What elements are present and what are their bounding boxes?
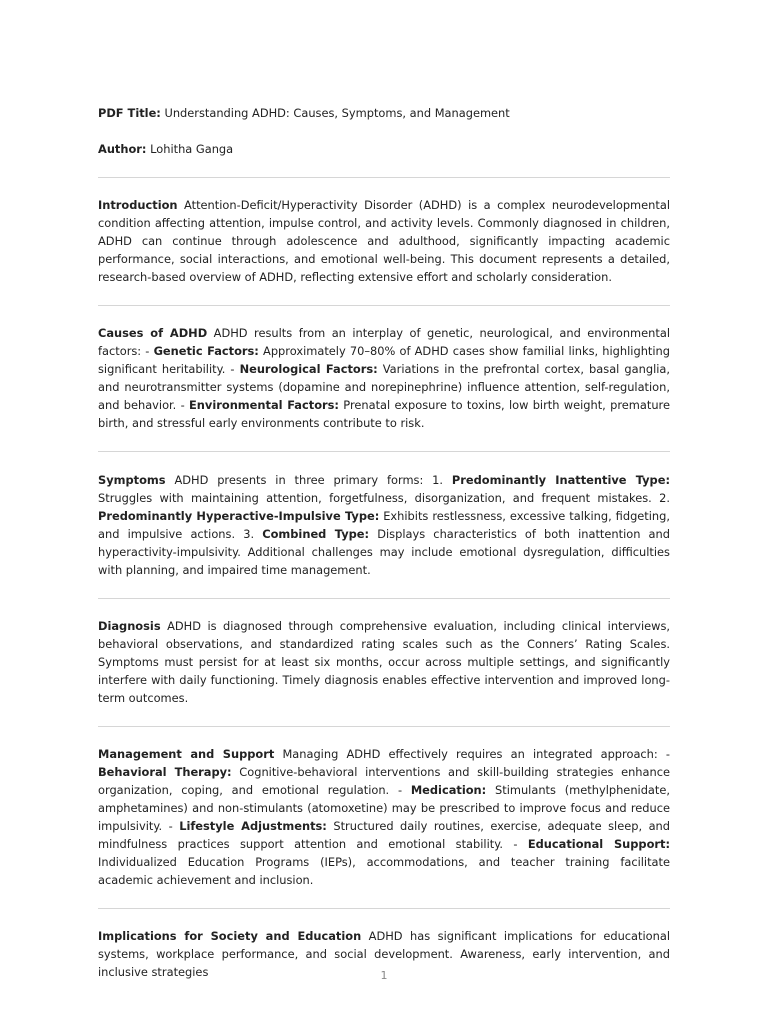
inattentive-type-label: Predominantly Inattentive Type: [451, 473, 670, 487]
introduction-section [98, 178, 670, 305]
pdf-title-value: Understanding ADHD: Causes, Symptoms, and Management [160, 106, 510, 120]
page-number: 1 [380, 969, 388, 982]
management-section [98, 727, 670, 908]
diagnosis-heading: Diagnosis [98, 619, 161, 633]
causes-heading: Causes of ADHD [98, 326, 208, 340]
educational-support-label: Educational Support: [527, 837, 671, 851]
diagnosis-text: ADHD is diagnosed through comprehensive evaluation, including clinical interviews, behavioral observations, and standardized rating scales such as the Conners’ Rating Scales. Symptoms must persist for at least six months, occur across multiple settings, and significantly interfere with daily functioning. Timely diagnosis enables effective intervention and improved long-term outcomes. [98, 619, 670, 705]
medication-label: Medication: [410, 783, 487, 797]
symptoms-section [98, 452, 670, 598]
environmental-factors-text: Prenatal exposure to toxins, low birth weight, premature birth, and stressful early environments contribute to risk. [98, 398, 670, 430]
diagnosis-section [98, 599, 670, 726]
neurological-factors-label: Neurological Factors: [239, 362, 378, 376]
inattentive-type-text: Struggles with maintaining attention, forgetfulness, disorganization, and frequent mistakes. 2. [98, 491, 670, 505]
pdf-title-label: PDF Title: [98, 106, 161, 120]
author-label: Author: [98, 142, 147, 156]
management-heading: Management and Support [98, 747, 275, 761]
neurological-factors-text: Variations in the prefrontal cortex, basal ganglia, and neurotransmitter systems (dopamine and norepinephrine) influence attention, self-regulation, and behavior. - [98, 362, 670, 412]
behavioral-therapy-label: Behavioral Therapy: [98, 765, 232, 779]
pdf-title-line [98, 104, 670, 122]
symptoms-intro: ADHD presents in three primary forms: 1. [165, 473, 452, 487]
causes-section [98, 306, 670, 451]
genetic-factors-label: Genetic Factors: [153, 344, 259, 358]
lifestyle-adjustments-text: Structured daily routines, exercise, adequate sleep, and mindfulness practices support attention and emotional stability. - [98, 819, 670, 851]
lifestyle-adjustments-label: Lifestyle Adjustments: [179, 819, 327, 833]
combined-type-text: Displays characteristics of both inattention and hyperactivity-impulsivity. Additional challenges may include emotional dysregulation, difficulties with planning, and impaired time management. [98, 527, 670, 577]
causes-intro: ADHD results from an interplay of genetic, neurological, and environmental factors: - [98, 326, 670, 358]
genetic-factors-text: Approximately 70–80% of ADHD cases show familial links, highlighting significant heritability. - [98, 344, 670, 376]
author-value: Lohitha Ganga [146, 142, 234, 156]
introduction-heading: Introduction [98, 198, 178, 212]
hyperactive-type-label: Predominantly Hyperactive-Impulsive Type: [98, 509, 380, 523]
implications-text: ADHD has significant implications for educational systems, workplace performance, and social development. Awareness, early intervention, and inclusive strategies [98, 929, 670, 979]
medication-text: Stimulants (methylphenidate, amphetamines) and non-stimulants (atomoxetine) may be prescribed to improve focus and reduce impulsivity. - [98, 783, 671, 833]
hyperactive-type-text: Exhibits restlessness, excessive talking, fidgeting, and impulsive actions. 3. [98, 509, 671, 541]
educational-support-text: Individualized Education Programs (IEPs), accommodations, and teacher training facilitate academic achievement and inclusion. [98, 855, 670, 887]
introduction-text: Attention-Deficit/Hyperactivity Disorder (ADHD) is a complex neurodevelopmental condition affecting attention, impulse control, and activity levels. Commonly diagnosed in children, ADHD can continue through adolescence and adulthood, significantly impacting academic performance, social interactions, and emotional well-being. This document represents a detailed, research-based overview of ADHD, reflecting extensive effort and scholarly consideration. [98, 198, 670, 284]
symptoms-heading: Symptoms [98, 473, 166, 487]
document-page [98, 104, 670, 981]
environmental-factors-label: Environmental Factors: [189, 398, 339, 412]
management-intro: Managing ADHD effectively requires an integrated approach: - [274, 747, 671, 761]
author-line [98, 140, 670, 158]
combined-type-label: Combined Type: [262, 527, 370, 541]
implications-heading: Implications for Society and Education [98, 929, 362, 943]
behavioral-therapy-text: Cognitive-behavioral interventions and skill-building strategies enhance organization, coping, and emotional regulation. - [98, 765, 671, 797]
